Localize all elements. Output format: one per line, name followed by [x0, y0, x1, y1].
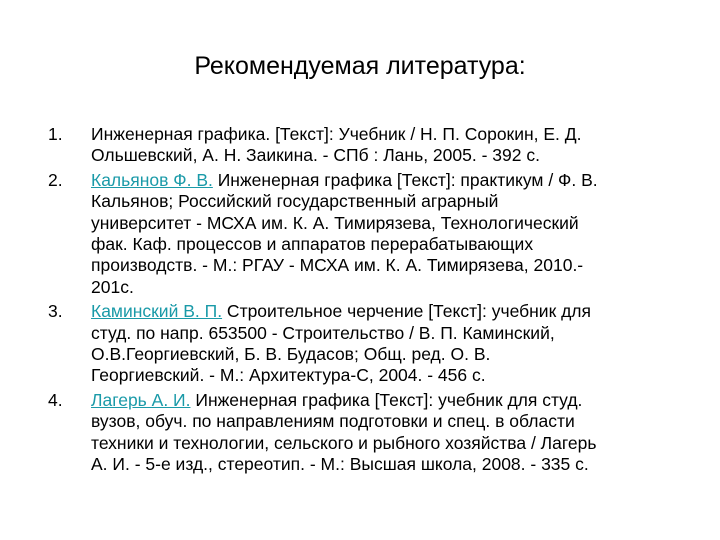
reference-line: вузов, обуч. по направлениям подготовки и спец. в области — [91, 411, 575, 432]
reference-line: Георгиевский. - М.: Архитектура-С, 2004. - 456 с. — [91, 365, 486, 386]
author-link[interactable]: Лагерь А. И. — [91, 389, 191, 410]
reference-line: Кальянов; Российский государственный аграрный — [91, 191, 499, 212]
author-link[interactable]: Кальянов Ф. В. — [91, 169, 213, 190]
reference-text — [91, 170, 688, 298]
author-link[interactable]: Каминский В. П. — [91, 301, 223, 322]
reference-item-3 — [48, 301, 688, 387]
reference-number: 4. — [48, 389, 63, 410]
reference-line: О.В.Георгиевский, Б. В. Будасов; Общ. ред. О. В. — [91, 344, 491, 365]
reference-text — [91, 124, 688, 167]
slide-title: Рекомендуемая литература: — [194, 52, 526, 80]
reference-line: университет - МСХА им. К. А. Тимирязева, Технологический — [91, 212, 579, 233]
reference-line: Каминский В. П. Строительное черчение [Текст]: учебник для — [91, 301, 591, 322]
reference-line: студ. по напр. 653500 - Строительство / В. П. Каминский, — [91, 322, 555, 343]
reference-line: 201с. — [91, 276, 134, 297]
reference-line: Ольшевский, А. Н. Заикина. - СПб : Лань, 2005. - 392 с. — [91, 145, 540, 166]
reference-line: Лагерь А. И. Инженерная графика [Текст]: учебник для студ. — [91, 389, 583, 410]
reference-line: производств. - М.: РГАУ - МСХА им. К. А. Тимирязева, 2010.- — [91, 255, 584, 276]
reference-line: Кальянов Ф. В. Инженерная графика [Текст]: практикум / Ф. В. — [91, 169, 598, 190]
reference-item-1 — [48, 124, 688, 167]
reference-line: Инженерная графика. [Текст]: Учебник / Н. П. Сорокин, Е. Д. — [91, 124, 582, 144]
reference-number: 3. — [48, 301, 63, 322]
reference-line: А. И. - 5-е изд., стереотип. - М.: Высшая школа, 2008. - 335 с. — [91, 454, 589, 475]
reference-number: 1. — [48, 124, 63, 144]
reference-text — [91, 301, 688, 387]
reference-line: фак. Каф. процессов и аппаратов перерабатывающих — [91, 234, 534, 255]
reference-number: 2. — [48, 169, 63, 190]
reference-text — [91, 390, 688, 476]
reference-list — [48, 124, 688, 479]
reference-item-2 — [48, 170, 688, 298]
reference-line: техники и технологии, сельского и рыбного хозяйства / Лагерь — [91, 432, 597, 453]
reference-item-4 — [48, 390, 688, 476]
